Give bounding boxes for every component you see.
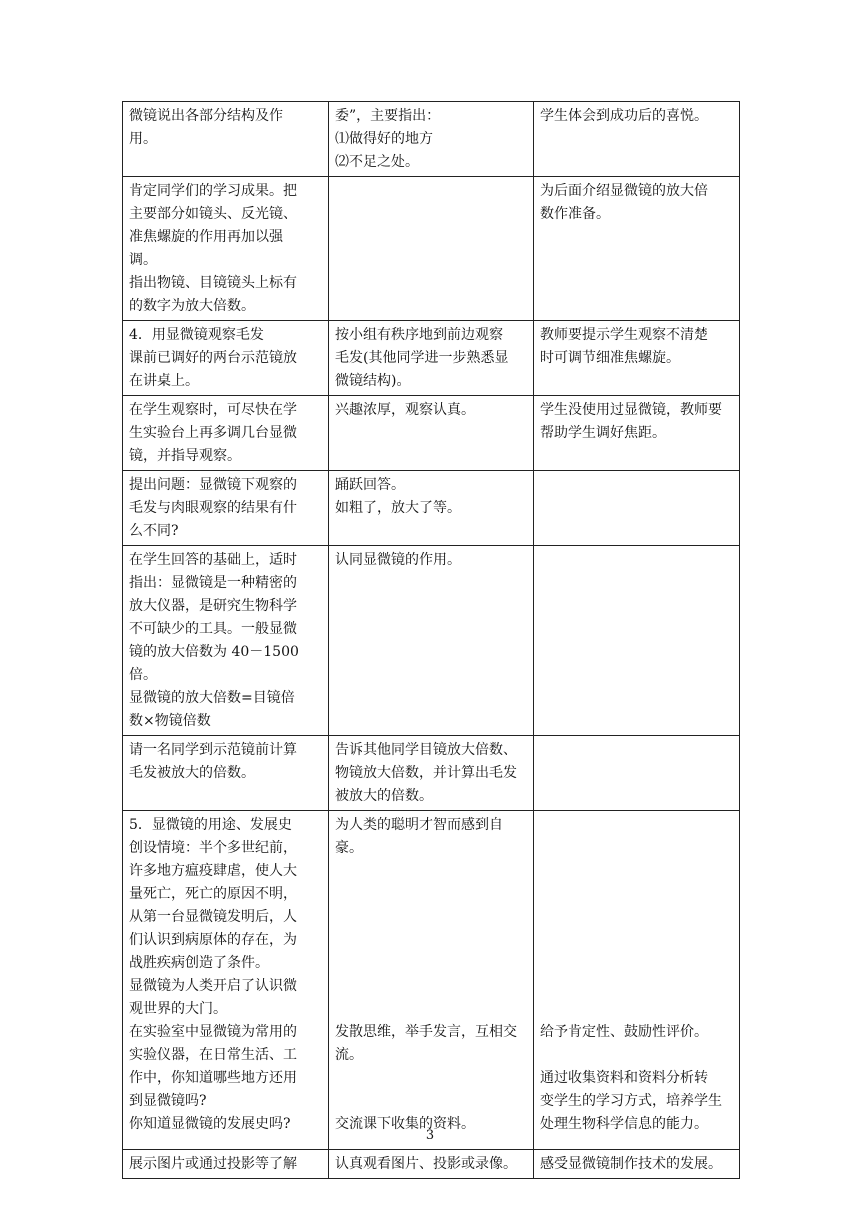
cell-line: 作中，你知道哪些地方还用 [129, 1070, 297, 1086]
cell-line: 数×物镜倍数 [129, 713, 211, 729]
table-row [123, 471, 740, 546]
cell-line: 显微镜为人类开启了认识微 [129, 978, 297, 994]
cell-line: 帮助学生调好焦距。 [540, 425, 666, 441]
cell-spacer [540, 837, 733, 860]
table-row [123, 396, 740, 471]
student-activity-cell [329, 321, 534, 396]
design-intent-cell [534, 811, 740, 1150]
cell-spacer [335, 1067, 527, 1090]
cell-line: 不可缺少的工具。一般显微 [129, 621, 297, 637]
cell-line: 感受显微镜制作技术的发展。 [540, 1156, 722, 1172]
lesson-plan-table [122, 101, 740, 1179]
cell-line: ⑵不足之处。 [335, 154, 419, 170]
cell-line: 5．显微镜的用途、发展史 [129, 817, 292, 833]
page-number: 3 [425, 1128, 435, 1143]
cell-line: 镜，并指导观察。 [129, 448, 241, 464]
cell-line: 认同显微镜的作用。 [335, 552, 461, 568]
cell-line: 的数字为放大倍数。 [129, 298, 255, 314]
cell-line: 主要部分如镜头、反光镜、 [129, 206, 297, 222]
cell-line: 课前已调好的两台示范镜放 [129, 350, 297, 366]
cell-spacer [540, 929, 733, 952]
student-activity-cell [329, 1150, 534, 1179]
cell-line: 发散思维，举手发言，互相交 [335, 1024, 517, 1040]
cell-line: 你知道显微镜的发展史吗? [129, 1116, 291, 1132]
cell-spacer [335, 952, 527, 975]
design-intent-cell [534, 321, 740, 396]
cell-line: 学生没使用过显微镜，教师要 [540, 402, 722, 418]
cell-line: 认真观看图片、投影或录像。 [335, 1156, 517, 1172]
cell-line: 被放大的倍数。 [335, 788, 433, 804]
cell-spacer [335, 929, 527, 952]
cell-line: 提出问题：显微镜下观察的 [129, 477, 297, 493]
teacher-activity-cell [123, 546, 329, 736]
cell-line: 4．用显微镜观察毛发 [129, 327, 264, 343]
teacher-activity-cell [123, 1150, 329, 1179]
teacher-activity-cell [123, 396, 329, 471]
student-activity-cell [329, 396, 534, 471]
table-row [123, 102, 740, 177]
cell-line: 流。 [335, 1047, 363, 1063]
table-row [123, 546, 740, 736]
cell-line: 在实验室中显微镜为常用的 [129, 1024, 297, 1040]
cell-line: 微镜说出各部分结构及作 [129, 108, 283, 124]
cell-line: 豪。 [335, 840, 363, 856]
design-intent-cell [534, 1150, 740, 1179]
cell-line: 如粗了，放大了等。 [335, 500, 461, 516]
cell-line: 毛发被放大的倍数。 [129, 765, 255, 781]
cell-line: 量死亡，死亡的原因不明， [129, 886, 297, 902]
cell-line: 兴趣浓厚，观察认真。 [335, 402, 475, 418]
teacher-activity-cell [123, 736, 329, 811]
cell-spacer [335, 883, 527, 906]
cell-line: 变学生的学习方式，培养学生 [540, 1093, 722, 1109]
design-intent-cell [534, 546, 740, 736]
cell-line: 观世界的大门。 [129, 1001, 227, 1017]
cell-line: 为人类的聪明才智而感到自 [335, 817, 503, 833]
table-row [123, 177, 740, 321]
cell-line: 调。 [129, 252, 157, 268]
design-intent-cell [534, 471, 740, 546]
student-activity-cell [329, 736, 534, 811]
cell-spacer [540, 860, 733, 883]
cell-line: 用。 [129, 131, 157, 147]
cell-line: 微镜结构)。 [335, 373, 411, 389]
cell-line: 肯定同学们的学习成果。把 [129, 183, 297, 199]
cell-line: 处理生物科学信息的能力。 [540, 1116, 708, 1132]
cell-line: 倍。 [129, 667, 157, 683]
design-intent-cell [534, 396, 740, 471]
cell-spacer [540, 814, 733, 837]
cell-line: 实验仪器，在日常生活、工 [129, 1047, 297, 1063]
cell-line: 委”，主要指出： [335, 108, 441, 124]
cell-line: 镜的放大倍数为 40－1500 [129, 644, 299, 660]
teacher-activity-cell [123, 811, 329, 1150]
cell-line: 物镜放大倍数，并计算出毛发 [335, 765, 517, 781]
cell-spacer [335, 975, 527, 998]
student-activity-cell [329, 177, 534, 321]
cell-spacer [335, 906, 527, 929]
cell-line: 创设情境：半个多世纪前， [129, 840, 297, 856]
cell-line: 按小组有秩序地到前边观察 [335, 327, 503, 343]
student-activity-cell [329, 471, 534, 546]
teacher-activity-cell [123, 471, 329, 546]
cell-spacer [540, 906, 733, 929]
cell-spacer [540, 975, 733, 998]
table-row [123, 1150, 740, 1179]
cell-line: 毛发与肉眼观察的结果有什 [129, 500, 297, 516]
design-intent-cell [534, 177, 740, 321]
cell-spacer [540, 952, 733, 975]
table-row [123, 811, 740, 1150]
table-body [123, 102, 740, 1179]
cell-line: 数作准备。 [540, 206, 610, 222]
cell-spacer [540, 883, 733, 906]
cell-line: 在讲桌上。 [129, 373, 199, 389]
design-intent-cell [534, 736, 740, 811]
cell-line: 准焦螺旋的作用再加以强 [129, 229, 283, 245]
cell-line: 在学生观察时，可尽快在学 [129, 402, 297, 418]
cell-line: 给予肯定性、鼓励性评价。 [540, 1024, 708, 1040]
cell-spacer [540, 998, 733, 1021]
cell-line: 教师要提示学生观察不清楚 [540, 327, 708, 343]
cell-line: 展示图片或通过投影等了解 [129, 1156, 297, 1172]
cell-spacer [335, 1090, 527, 1113]
teacher-activity-cell [123, 177, 329, 321]
cell-line: 请一名同学到示范镜前计算 [129, 742, 297, 758]
cell-line: 显微镜的放大倍数=目镜倍 [129, 690, 295, 706]
cell-line: 们认识到病原体的存在，为 [129, 932, 297, 948]
student-activity-cell [329, 546, 534, 736]
cell-line: 为后面介绍显微镜的放大倍 [540, 183, 708, 199]
cell-line: 在学生回答的基础上，适时 [129, 552, 297, 568]
student-activity-cell [329, 811, 534, 1150]
cell-line: 通过收集资料和资料分析转 [540, 1070, 708, 1086]
cell-line: 时可调节细准焦螺旋。 [540, 350, 680, 366]
cell-line: 交流课下收集的资料。 [335, 1116, 475, 1132]
cell-line: 到显微镜吗? [129, 1093, 207, 1109]
table-row [123, 736, 740, 811]
cell-line: 学生体会到成功后的喜悦。 [540, 108, 708, 124]
student-activity-cell [329, 102, 534, 177]
cell-spacer [335, 860, 527, 883]
cell-line: 告诉其他同学目镜放大倍数、 [335, 742, 517, 758]
cell-spacer [540, 1044, 733, 1067]
cell-line: 从第一台显微镜发明后，人 [129, 909, 297, 925]
cell-spacer [335, 998, 527, 1021]
cell-line: 许多地方瘟疫肆虐，使人大 [129, 863, 297, 879]
cell-line: 战胜疾病创造了条件。 [129, 955, 269, 971]
teacher-activity-cell [123, 102, 329, 177]
cell-line: 踊跃回答。 [335, 477, 405, 493]
teacher-activity-cell [123, 321, 329, 396]
design-intent-cell [534, 102, 740, 177]
cell-line: 指出物镜、目镜镜头上标有 [129, 275, 297, 291]
table-row [123, 321, 740, 396]
cell-line: 毛发(其他同学进一步熟悉显 [335, 350, 509, 366]
cell-line: 指出：显微镜是一种精密的 [129, 575, 297, 591]
cell-line: 么不同? [129, 523, 179, 539]
cell-line: 放大仪器，是研究生物科学 [129, 598, 297, 614]
cell-line: 生实验台上再多调几台显微 [129, 425, 297, 441]
cell-line: ⑴做得好的地方 [335, 131, 433, 147]
